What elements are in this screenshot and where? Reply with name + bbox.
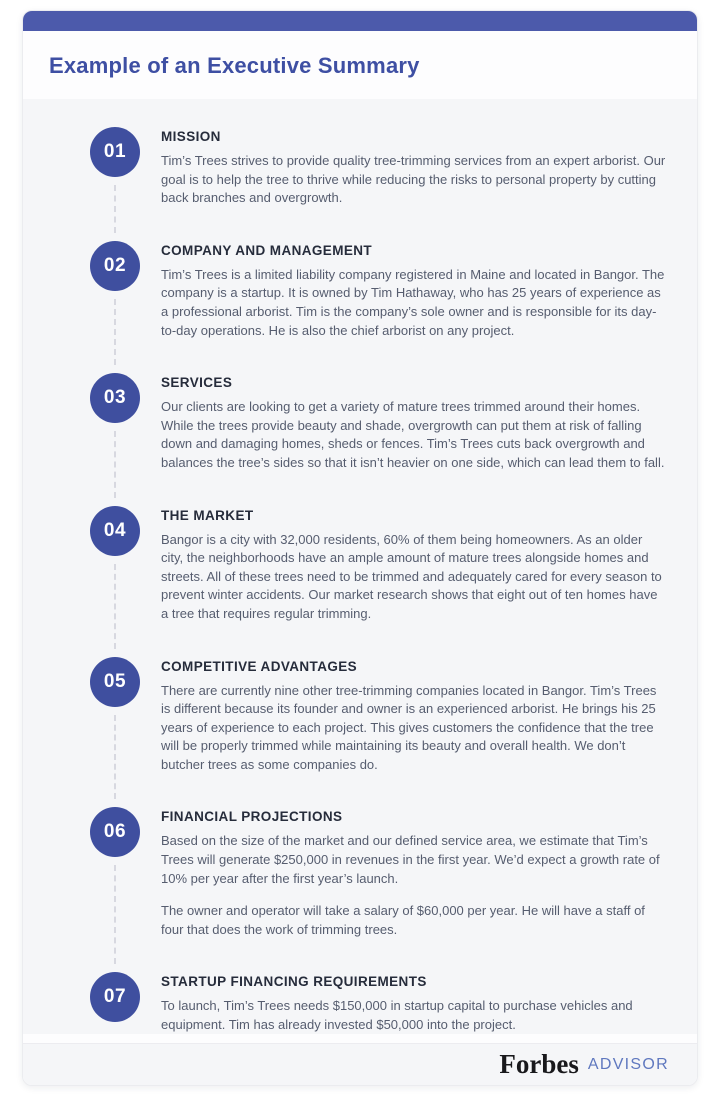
summary-section [90, 373, 669, 505]
executive-summary-card [22, 10, 698, 1086]
sections-list [90, 127, 669, 1034]
section-paragraph: There are currently nine other tree-trimming companies located in Bangor. Tim’s Trees is different because its founder and owner is an experienced arborist. He brings his 25 years of experience to each project. This gives customers the confidence that the tree will be properly trimmed while maintaining its beauty and overall health. We don’t butcher trees as some companies do. [161, 682, 657, 772]
section-heading: STARTUP FINANCING REQUIREMENTS [161, 974, 427, 990]
footer-wrap [23, 1034, 697, 1085]
summary-section [90, 807, 669, 972]
footer-bar [23, 1043, 697, 1085]
section-number-badge: 01 [90, 127, 140, 177]
section-paragraph: Our clients are looking to get a variety of mature trees trimmed around their homes. While the trees provide beauty and shade, overgrowth can put them at risk of falling down and damaging homes, sheds or fences. Tim’s Trees cuts back overgrowth and balances the tree’s sides so that it isn’t heavier on one side, which can lead them to fall. [161, 399, 665, 470]
section-text [161, 373, 666, 505]
section-paragraph: Tim’s Trees strives to provide quality tree-trimming services from an expert arborist. Our goal is to help the tree to thrive while reducing the risks to personal property by cutting back branches and overgrowth. [161, 153, 666, 206]
timeline-connector [114, 715, 116, 800]
timeline-connector [114, 431, 116, 497]
section-heading: SERVICES [161, 375, 233, 391]
section-paragraph: The owner and operator will take a salary of $60,000 per year. He will have a staff of four that does the work of trimming trees. [161, 903, 645, 937]
section-badge-column [90, 241, 140, 373]
section-text [161, 506, 666, 657]
section-number-badge: 06 [90, 807, 140, 857]
section-number-badge: 02 [90, 241, 140, 291]
section-badge-column [90, 506, 140, 657]
section-heading: COMPANY AND MANAGEMENT [161, 242, 373, 258]
section-text [161, 241, 666, 373]
section-text [161, 127, 666, 241]
section-heading: MISSION [161, 129, 221, 144]
section-number-badge: 07 [90, 972, 140, 1022]
section-number-badge: 03 [90, 373, 140, 423]
summary-section [90, 127, 669, 241]
section-heading: COMPETITIVE ADVANTAGES [161, 658, 358, 674]
summary-section [90, 972, 669, 1034]
section-text [161, 972, 666, 1034]
summary-section [90, 241, 669, 373]
section-text [161, 657, 666, 808]
section-paragraph: Bangor is a city with 32,000 residents, 60% of them being homeowners. As an older city, the neighborhoods have an ample amount of mature trees alongside homes and streets. All of these trees need to be trimmed and adequately cared for every season to prevent winter accidents. Our market research shows that eight out of ten homes have a tree that requires regular trimming. [161, 531, 662, 621]
summary-timeline [23, 99, 697, 1034]
section-badge-column [90, 807, 140, 972]
page-title: Example of an Executive Summary [49, 53, 420, 78]
section-badge-column [90, 127, 140, 241]
section-paragraph: To launch, Tim’s Trees needs $150,000 in startup capital to purchase vehicles and equipment. Tim has already invested $50,000 into the project. [161, 998, 633, 1033]
section-paragraph: Tim’s Trees is a limited liability company registered in Maine and located in Bangor. The company is a startup. It is owned by Tim Hathaway, who has 25 years of experience as a professional arborist. Tim is the company’s sole owner and is responsible for its day-to-day operations. He is also the chief arborist on any project. [161, 266, 665, 338]
section-heading: THE MARKET [161, 507, 254, 523]
section-badge-column [90, 373, 140, 505]
section-badge-column [90, 657, 140, 808]
timeline-connector [114, 564, 116, 649]
summary-section [90, 657, 669, 808]
timeline-connector [114, 865, 116, 964]
top-accent-bar [23, 11, 697, 31]
timeline-connector [114, 185, 116, 233]
section-paragraph: Based on the size of the market and our defined service area, we estimate that Tim’s Trees will generate $250,000 in revenues in the first year. We’d expect a growth rate of 10% per year after the first year’s launch. [161, 833, 660, 886]
advisor-logo-text: ADVISOR [587, 1055, 669, 1073]
summary-section [90, 506, 669, 657]
section-number-badge: 04 [90, 506, 140, 556]
section-text [161, 807, 666, 972]
forbes-logo: Forbes [499, 1049, 579, 1079]
section-heading: FINANCIAL PROJECTIONS [161, 809, 343, 825]
timeline-connector [114, 299, 116, 365]
section-number-badge: 05 [90, 657, 140, 707]
card-header [23, 31, 697, 99]
section-badge-column [90, 972, 140, 1034]
